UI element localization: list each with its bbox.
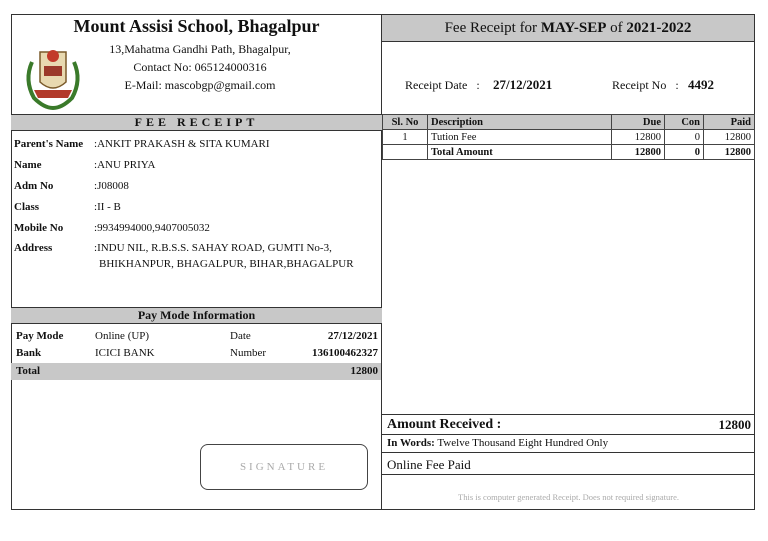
online-fee-paid: Online Fee Paid <box>387 457 471 472</box>
receipt-title-period: MAY-SEP <box>540 20 607 36</box>
receipt-title-year: 2021-2022 <box>626 20 692 36</box>
bank-value: ICICI BANK <box>95 347 155 359</box>
in-words-label: In Words: <box>387 437 435 449</box>
row-due: 12800 <box>612 130 665 145</box>
in-words-value: Twelve Thousand Eight Hundred Only <box>437 437 609 449</box>
student-name-value: :ANU PRIYA <box>94 159 156 171</box>
pay-mode-label: Pay Mode <box>16 330 64 342</box>
amount-divider-top <box>382 414 755 415</box>
school-contact: Contact No: 065124000316 <box>133 60 267 74</box>
in-words-row <box>387 437 608 449</box>
total-due: 12800 <box>612 145 665 160</box>
col-paid: Paid <box>704 115 755 130</box>
total-row <box>383 145 755 160</box>
parent-name-value: :ANKIT PRAKASH & SITA KUMARI <box>94 138 270 150</box>
fee-table-header <box>383 115 755 130</box>
receipt-date-value: 27/12/2021 <box>493 77 553 92</box>
address-label: Address <box>14 242 53 254</box>
pay-total-label: Total <box>16 365 41 377</box>
center-divider <box>381 14 382 510</box>
bank-label: Bank <box>16 347 42 359</box>
school-address: 13,Mahatma Gandhi Path, Bhagalpur, <box>109 42 291 56</box>
row-sl: 1 <box>383 130 428 145</box>
receipt-title-prefix: Fee Receipt for <box>444 20 538 36</box>
amount-received-value: 12800 <box>718 417 751 432</box>
row-paid: 12800 <box>704 130 755 145</box>
address-value-line2: BHIKHANPUR, BHAGALPUR, BIHAR,BHAGALPUR <box>99 258 354 270</box>
fee-table <box>382 114 755 160</box>
total-label: Total Amount <box>428 145 612 160</box>
mobile-label: Mobile No <box>14 222 64 234</box>
row-con: 0 <box>665 130 704 145</box>
footer-note: This is computer generated Receipt. Does not required signature. <box>458 492 679 502</box>
address-value-line1: :INDU NIL, R.B.S.S. SAHAY ROAD, GUMTI No-3, <box>94 242 332 254</box>
receipt-no-label: Receipt No : <box>612 78 679 92</box>
fee-receipt-title: FEE RECEIPT <box>11 114 382 131</box>
signature-box <box>200 444 368 490</box>
receipt-title-bar <box>382 15 754 42</box>
receipt-title-of: of <box>610 20 623 36</box>
pay-date-label: Date <box>230 330 251 342</box>
school-crest-logo <box>20 42 86 112</box>
online-fee-divider <box>382 474 755 475</box>
col-due: Due <box>612 115 665 130</box>
number-label: Number <box>230 347 267 359</box>
total-empty-cell <box>383 145 428 160</box>
col-con: Con <box>665 115 704 130</box>
receipt-date-label: Receipt Date : <box>405 78 480 92</box>
total-paid: 12800 <box>704 145 755 160</box>
col-description: Description <box>428 115 612 130</box>
student-name-label: Name <box>14 159 42 171</box>
adm-no-label: Adm No <box>14 180 54 192</box>
school-email: E-Mail: mascobgp@gmail.com <box>124 78 276 92</box>
school-name: Mount Assisi School, Bhagalpur <box>73 16 320 36</box>
class-label: Class <box>14 201 40 213</box>
pay-total-value: 12800 <box>350 365 378 377</box>
parent-name-label: Parent's Name <box>14 138 84 150</box>
in-words-divider <box>382 452 755 453</box>
mobile-value: :9934994000,9407005032 <box>94 222 210 234</box>
table-row <box>383 130 755 145</box>
signature-label: SIGNATURE <box>239 461 329 473</box>
col-sl-no: Sl. No <box>383 115 428 130</box>
class-value: :II - B <box>94 201 121 213</box>
pay-date-value: 27/12/2021 <box>327 330 378 342</box>
total-con: 0 <box>665 145 704 160</box>
amount-received-label: Amount Received : <box>387 417 502 432</box>
receipt-no-value: 4492 <box>688 77 714 92</box>
pay-mode-title: Pay Mode Information <box>11 307 382 324</box>
pay-mode-value: Online (UP) <box>95 330 150 342</box>
adm-no-value: :J08008 <box>94 180 129 192</box>
pay-total-row <box>11 363 381 380</box>
number-value: 136100462327 <box>312 347 378 359</box>
row-desc: Tution Fee <box>428 130 612 145</box>
amount-divider-mid <box>382 434 755 435</box>
